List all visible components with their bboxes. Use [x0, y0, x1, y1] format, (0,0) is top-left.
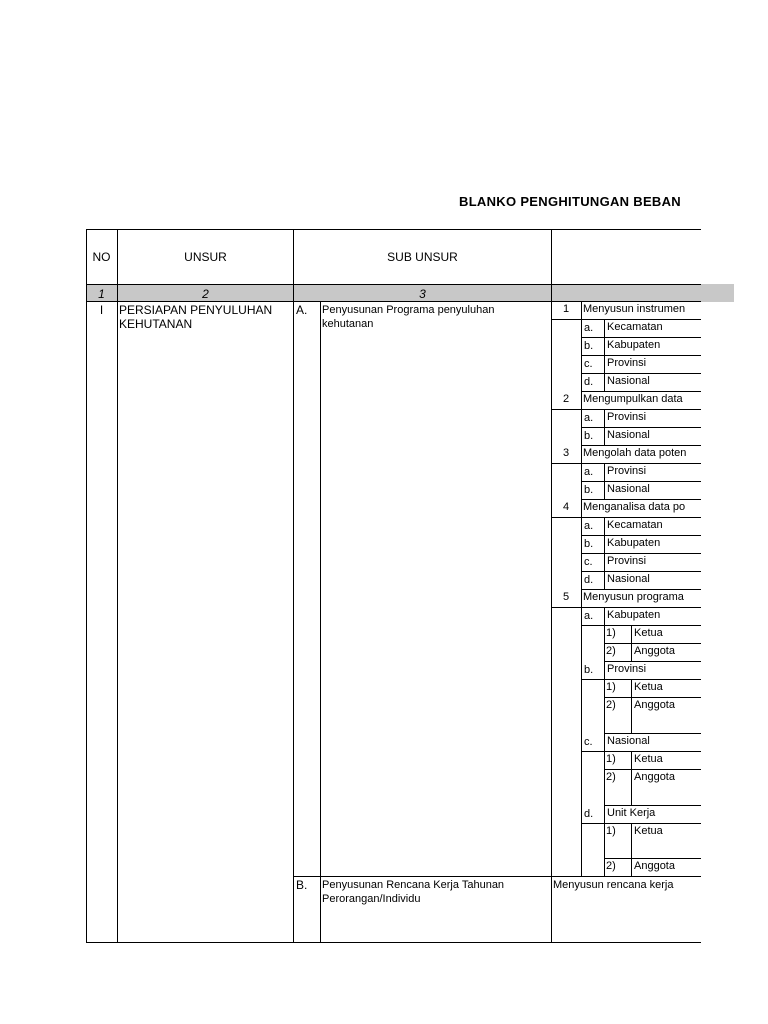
activity-label: Menyusun programa [583, 591, 684, 603]
activity-label: Mengolah data poten [583, 447, 687, 459]
item-letter: a. [584, 610, 594, 622]
sub-item-number: 1) [606, 681, 616, 693]
header-sub-unsur: SUB UNSUR [387, 250, 458, 264]
item-label: Nasional [607, 573, 650, 585]
sub-item-label: Anggota [634, 771, 675, 783]
table-top-border [86, 229, 701, 230]
column-number-band-overflow [701, 284, 734, 302]
activity-label: Menganalisa data po [583, 501, 686, 513]
item-label: Nasional [607, 429, 650, 441]
item-label: Unit Kerja [607, 807, 656, 819]
sub-unsur-letter: A. [296, 303, 308, 317]
item-label: Provinsi [607, 663, 647, 675]
row-number: I [99, 303, 104, 317]
sub-item-number: 2) [606, 699, 616, 711]
sub-item-label: Ketua [634, 753, 663, 765]
sub-unsur-text: Penyusunan Programa penyuluhan [322, 304, 495, 316]
sub-item-label: Ketua [634, 825, 663, 837]
item-letter: b. [584, 538, 594, 550]
unsur-text: PERSIAPAN PENYULUHAN [119, 303, 273, 317]
sub-item-number: 1) [606, 753, 616, 765]
item-label: Kecamatan [607, 519, 663, 531]
item-letter: a. [584, 322, 594, 334]
item-letter: a. [584, 520, 594, 532]
item-label: Provinsi [607, 465, 647, 477]
activity-number: 5 [562, 591, 570, 603]
unsur-text: KEHUTANAN [119, 317, 193, 331]
item-label: Nasional [607, 483, 650, 495]
item-label: Kabupaten [607, 339, 661, 351]
sub-item-label: Ketua [634, 681, 663, 693]
column-number: 1 [98, 287, 105, 301]
activity-label: Menyusun instrumen [583, 303, 686, 315]
item-letter: b. [584, 430, 594, 442]
item-letter: b. [584, 340, 594, 352]
column-number: 2 [202, 287, 209, 301]
sub-item-label: Ketua [634, 627, 663, 639]
sub-unsur-text: kehutanan [322, 318, 374, 330]
item-label: Provinsi [607, 411, 647, 423]
sub-unsur-text: Perorangan/Individu [322, 893, 421, 905]
sub-item-label: Anggota [634, 699, 675, 711]
item-letter: d. [584, 376, 594, 388]
item-letter: c. [584, 556, 593, 568]
item-letter: b. [584, 484, 594, 496]
sub-item-number: 2) [606, 645, 616, 657]
sub-unsur-text: Penyusunan Rencana Kerja Tahunan [322, 879, 505, 891]
sub-item-number: 1) [606, 825, 616, 837]
item-label: Provinsi [607, 357, 647, 369]
sub-unsur-letter: B. [296, 878, 308, 892]
activity-label: Menyusun rencana kerja [553, 879, 674, 891]
activity-number: 2 [562, 393, 570, 405]
activity-number: 3 [562, 447, 570, 459]
table-bottom-border [86, 942, 701, 943]
item-letter: b. [584, 664, 594, 676]
item-letter: c. [584, 358, 593, 370]
item-letter: a. [584, 466, 594, 478]
item-letter: d. [584, 574, 594, 586]
item-label: Kecamatan [607, 321, 663, 333]
item-label: Nasional [607, 735, 650, 747]
item-letter: c. [584, 736, 593, 748]
item-letter: a. [584, 412, 594, 424]
header-no: NO [92, 250, 111, 264]
activity-label: Mengumpulkan data [583, 393, 683, 405]
item-label: Nasional [607, 375, 650, 387]
column-number: 3 [419, 287, 426, 301]
header-unsur: UNSUR [184, 250, 227, 264]
item-label: Kabupaten [607, 609, 661, 621]
item-label: Kabupaten [607, 537, 661, 549]
item-label: Provinsi [607, 555, 647, 567]
sub-item-label: Anggota [634, 860, 675, 872]
activity-number: 1 [562, 303, 570, 315]
sub-item-number: 2) [606, 771, 616, 783]
sub-item-label: Anggota [634, 645, 675, 657]
activity-number: 4 [562, 501, 570, 513]
page-title: BLANKO PENGHITUNGAN BEBAN [459, 194, 681, 209]
item-letter: d. [584, 808, 594, 820]
sub-item-number: 1) [606, 627, 616, 639]
sub-item-number: 2) [606, 860, 616, 872]
